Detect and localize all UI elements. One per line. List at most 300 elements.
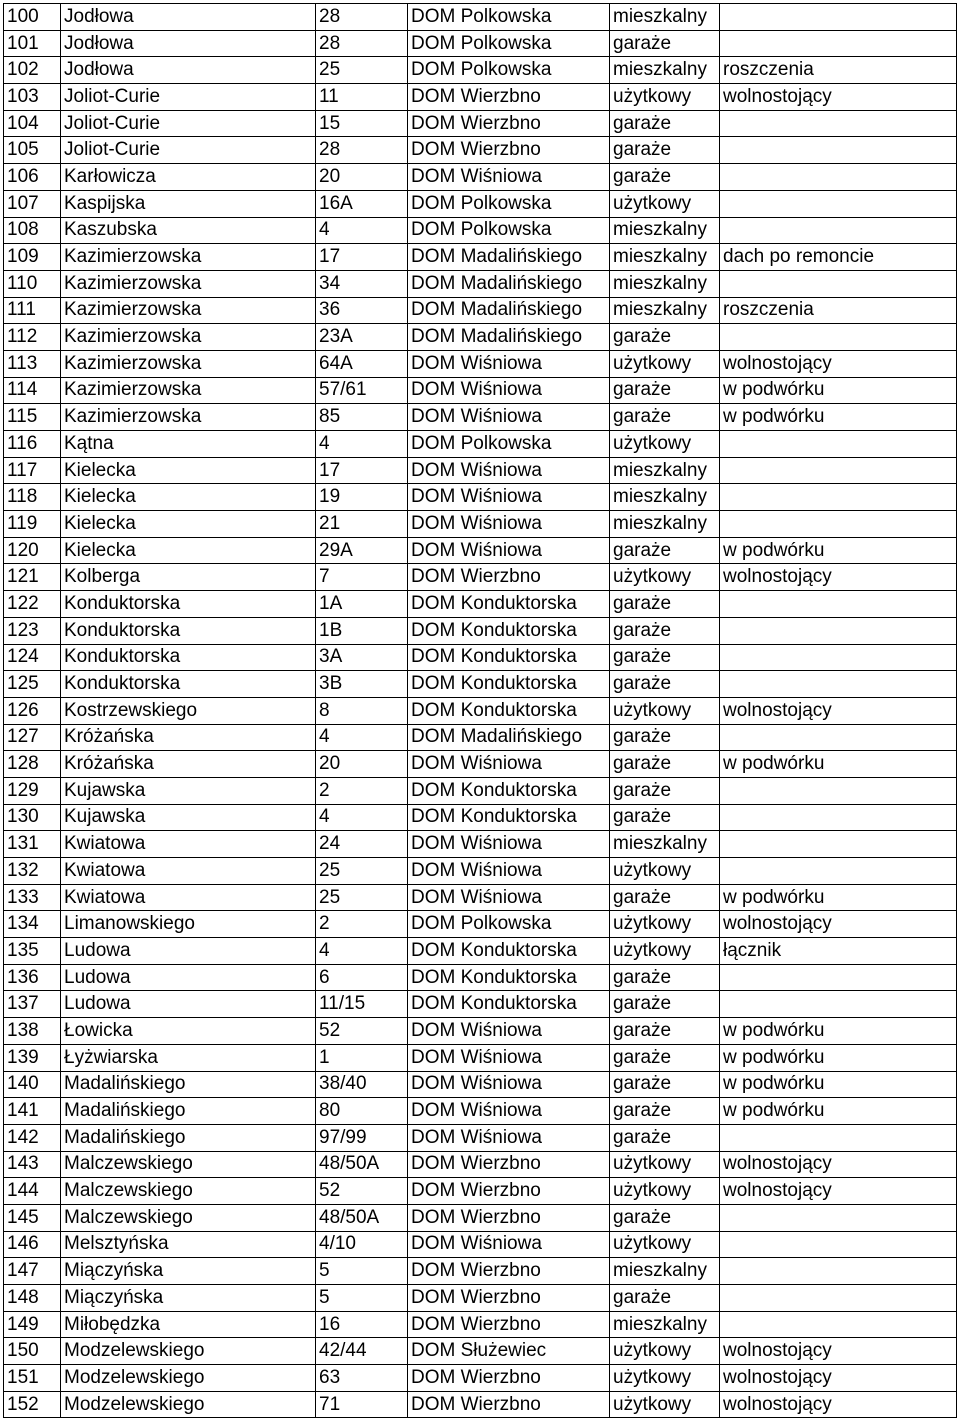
note-cell: w podwórku — [720, 884, 957, 911]
type-cell: garaże — [610, 404, 720, 431]
table-body — [4, 4, 957, 1418]
row-number-cell: 148 — [4, 1285, 61, 1312]
note-cell — [720, 110, 957, 137]
row-number-cell: 124 — [4, 644, 61, 671]
type-cell: użytkowy — [610, 938, 720, 965]
type-cell: mieszkalny — [610, 4, 720, 31]
building-number-cell: 48/50A — [316, 1204, 408, 1231]
street-cell: Kazimierzowska — [61, 270, 316, 297]
table-row — [4, 644, 957, 671]
note-cell — [720, 644, 957, 671]
district-cell: DOM Wiśniowa — [408, 1071, 610, 1098]
note-cell: wolnostojący — [720, 564, 957, 591]
district-cell: DOM Konduktorska — [408, 617, 610, 644]
row-number-cell: 109 — [4, 244, 61, 271]
note-cell — [720, 804, 957, 831]
district-cell: DOM Wierzbno — [408, 84, 610, 111]
building-number-cell: 21 — [316, 511, 408, 538]
row-number-cell: 133 — [4, 884, 61, 911]
district-cell: DOM Wiśniowa — [408, 1044, 610, 1071]
row-number-cell: 150 — [4, 1338, 61, 1365]
table-row — [4, 884, 957, 911]
street-cell: Kazimierzowska — [61, 404, 316, 431]
row-number-cell: 121 — [4, 564, 61, 591]
row-number-cell: 123 — [4, 617, 61, 644]
note-cell — [720, 964, 957, 991]
street-cell: Modzelewskiego — [61, 1365, 316, 1392]
note-cell — [720, 190, 957, 217]
district-cell: DOM Wiśniowa — [408, 511, 610, 538]
note-cell: wolnostojący — [720, 911, 957, 938]
type-cell: garaże — [610, 804, 720, 831]
building-number-cell: 34 — [316, 270, 408, 297]
note-cell: wolnostojący — [720, 84, 957, 111]
row-number-cell: 129 — [4, 777, 61, 804]
type-cell: garaże — [610, 964, 720, 991]
table-row — [4, 671, 957, 698]
district-cell: DOM Wiśniowa — [408, 537, 610, 564]
table-row — [4, 137, 957, 164]
district-cell: DOM Polkowska — [408, 57, 610, 84]
note-cell — [720, 1258, 957, 1285]
note-cell — [720, 777, 957, 804]
note-cell: wolnostojący — [720, 1365, 957, 1392]
row-number-cell: 105 — [4, 137, 61, 164]
building-number-cell: 1 — [316, 1044, 408, 1071]
note-cell: wolnostojący — [720, 1151, 957, 1178]
type-cell: garaże — [610, 110, 720, 137]
type-cell: garaże — [610, 644, 720, 671]
building-number-cell: 4 — [316, 724, 408, 751]
building-number-cell: 4 — [316, 938, 408, 965]
district-cell: DOM Służewiec — [408, 1338, 610, 1365]
street-cell: Łowicka — [61, 1018, 316, 1045]
row-number-cell: 122 — [4, 591, 61, 618]
street-cell: Joliot-Curie — [61, 137, 316, 164]
row-number-cell: 104 — [4, 110, 61, 137]
district-cell: DOM Wierzbno — [408, 1258, 610, 1285]
building-number-cell: 7 — [316, 564, 408, 591]
type-cell: garaże — [610, 1285, 720, 1312]
type-cell: użytkowy — [610, 84, 720, 111]
street-cell: Króżańska — [61, 724, 316, 751]
street-cell: Malczewskiego — [61, 1204, 316, 1231]
row-number-cell: 142 — [4, 1124, 61, 1151]
note-cell: roszczenia — [720, 297, 957, 324]
district-cell: DOM Wiśniowa — [408, 1098, 610, 1125]
note-cell — [720, 270, 957, 297]
building-number-cell: 2 — [316, 777, 408, 804]
table-row — [4, 1124, 957, 1151]
note-cell: wolnostojący — [720, 350, 957, 377]
district-cell: DOM Wierzbno — [408, 1151, 610, 1178]
note-cell — [720, 831, 957, 858]
type-cell: garaże — [610, 617, 720, 644]
row-number-cell: 134 — [4, 911, 61, 938]
street-cell: Melsztyńska — [61, 1231, 316, 1258]
type-cell: użytkowy — [610, 1178, 720, 1205]
note-cell: w podwórku — [720, 377, 957, 404]
row-number-cell: 100 — [4, 4, 61, 31]
district-cell: DOM Madalińskiego — [408, 324, 610, 351]
street-cell: Ludowa — [61, 938, 316, 965]
type-cell: mieszkalny — [610, 1311, 720, 1338]
building-number-cell: 57/61 — [316, 377, 408, 404]
table-row — [4, 537, 957, 564]
row-number-cell: 126 — [4, 697, 61, 724]
street-cell: Kujawska — [61, 777, 316, 804]
table-row — [4, 511, 957, 538]
note-cell — [720, 1124, 957, 1151]
street-cell: Kazimierzowska — [61, 244, 316, 271]
row-number-cell: 114 — [4, 377, 61, 404]
building-number-cell: 80 — [316, 1098, 408, 1125]
table-row — [4, 350, 957, 377]
row-number-cell: 137 — [4, 991, 61, 1018]
building-number-cell: 48/50A — [316, 1151, 408, 1178]
district-cell: DOM Madalińskiego — [408, 724, 610, 751]
district-cell: DOM Wierzbno — [408, 1391, 610, 1418]
note-cell: dach po remoncie — [720, 244, 957, 271]
note-cell — [720, 617, 957, 644]
district-cell: DOM Polkowska — [408, 911, 610, 938]
table-row — [4, 1204, 957, 1231]
row-number-cell: 141 — [4, 1098, 61, 1125]
building-number-cell: 28 — [316, 30, 408, 57]
note-cell: wolnostojący — [720, 1338, 957, 1365]
building-number-cell: 1B — [316, 617, 408, 644]
district-cell: DOM Wierzbno — [408, 110, 610, 137]
street-cell: Kwiatowa — [61, 858, 316, 885]
building-number-cell: 20 — [316, 751, 408, 778]
table-row — [4, 858, 957, 885]
table-row — [4, 377, 957, 404]
building-number-cell: 52 — [316, 1178, 408, 1205]
building-number-cell: 17 — [316, 457, 408, 484]
street-cell: Kielecka — [61, 511, 316, 538]
table-row — [4, 190, 957, 217]
table-row — [4, 1018, 957, 1045]
note-cell — [720, 591, 957, 618]
street-cell: Łyżwiarska — [61, 1044, 316, 1071]
note-cell — [720, 671, 957, 698]
type-cell: mieszkalny — [610, 244, 720, 271]
note-cell — [720, 511, 957, 538]
type-cell: garaże — [610, 777, 720, 804]
building-number-cell: 2 — [316, 911, 408, 938]
street-cell: Ludowa — [61, 991, 316, 1018]
district-cell: DOM Wiśniowa — [408, 858, 610, 885]
building-number-cell: 11 — [316, 84, 408, 111]
district-cell: DOM Wierzbno — [408, 1204, 610, 1231]
street-cell: Konduktorska — [61, 591, 316, 618]
note-cell: wolnostojący — [720, 1391, 957, 1418]
row-number-cell: 115 — [4, 404, 61, 431]
row-number-cell: 139 — [4, 1044, 61, 1071]
street-cell: Kostrzewskiego — [61, 697, 316, 724]
row-number-cell: 135 — [4, 938, 61, 965]
row-number-cell: 140 — [4, 1071, 61, 1098]
row-number-cell: 152 — [4, 1391, 61, 1418]
district-cell: DOM Wiśniowa — [408, 404, 610, 431]
street-cell: Jodłowa — [61, 4, 316, 31]
street-cell: Malczewskiego — [61, 1178, 316, 1205]
table-row — [4, 964, 957, 991]
district-cell: DOM Wiśniowa — [408, 1231, 610, 1258]
street-cell: Malczewskiego — [61, 1151, 316, 1178]
row-number-cell: 136 — [4, 964, 61, 991]
table-row — [4, 297, 957, 324]
note-cell — [720, 1204, 957, 1231]
building-number-cell: 25 — [316, 57, 408, 84]
district-cell: DOM Konduktorska — [408, 644, 610, 671]
street-cell: Kielecka — [61, 457, 316, 484]
building-number-cell: 16A — [316, 190, 408, 217]
street-cell: Kwiatowa — [61, 831, 316, 858]
district-cell: DOM Polkowska — [408, 190, 610, 217]
table-row — [4, 564, 957, 591]
district-cell: DOM Wiśniowa — [408, 164, 610, 191]
table-row — [4, 457, 957, 484]
table-row — [4, 30, 957, 57]
note-cell — [720, 457, 957, 484]
street-cell: Miączyńska — [61, 1258, 316, 1285]
type-cell: garaże — [610, 591, 720, 618]
type-cell: mieszkalny — [610, 297, 720, 324]
district-cell: DOM Madalińskiego — [408, 244, 610, 271]
street-cell: Madalińskiego — [61, 1071, 316, 1098]
district-cell: DOM Wierzbno — [408, 1285, 610, 1312]
note-cell — [720, 4, 957, 31]
row-number-cell: 110 — [4, 270, 61, 297]
row-number-cell: 151 — [4, 1365, 61, 1392]
building-number-cell: 42/44 — [316, 1338, 408, 1365]
table-row — [4, 1178, 957, 1205]
table-row — [4, 484, 957, 511]
street-cell: Kielecka — [61, 537, 316, 564]
table-row — [4, 751, 957, 778]
table-row — [4, 911, 957, 938]
table-row — [4, 324, 957, 351]
building-number-cell: 97/99 — [316, 1124, 408, 1151]
table-row — [4, 431, 957, 458]
street-cell: Kolberga — [61, 564, 316, 591]
building-number-cell: 28 — [316, 4, 408, 31]
building-number-cell: 63 — [316, 1365, 408, 1392]
note-cell: roszczenia — [720, 57, 957, 84]
street-cell: Jodłowa — [61, 30, 316, 57]
table-row — [4, 4, 957, 31]
district-cell: DOM Konduktorska — [408, 777, 610, 804]
type-cell: użytkowy — [610, 350, 720, 377]
type-cell: użytkowy — [610, 858, 720, 885]
note-cell — [720, 991, 957, 1018]
type-cell: mieszkalny — [610, 57, 720, 84]
property-table — [3, 3, 957, 1418]
street-cell: Madalińskiego — [61, 1098, 316, 1125]
type-cell: użytkowy — [610, 431, 720, 458]
type-cell: garaże — [610, 991, 720, 1018]
district-cell: DOM Konduktorska — [408, 804, 610, 831]
row-number-cell: 146 — [4, 1231, 61, 1258]
building-number-cell: 25 — [316, 858, 408, 885]
district-cell: DOM Wierzbno — [408, 137, 610, 164]
building-number-cell: 52 — [316, 1018, 408, 1045]
note-cell: w podwórku — [720, 1044, 957, 1071]
row-number-cell: 127 — [4, 724, 61, 751]
note-cell — [720, 164, 957, 191]
district-cell: DOM Konduktorska — [408, 964, 610, 991]
note-cell: w podwórku — [720, 1098, 957, 1125]
type-cell: mieszkalny — [610, 457, 720, 484]
row-number-cell: 116 — [4, 431, 61, 458]
district-cell: DOM Konduktorska — [408, 938, 610, 965]
district-cell: DOM Konduktorska — [408, 671, 610, 698]
type-cell: garaże — [610, 137, 720, 164]
building-number-cell: 36 — [316, 297, 408, 324]
table-row — [4, 1071, 957, 1098]
street-cell: Kazimierzowska — [61, 297, 316, 324]
building-number-cell: 3B — [316, 671, 408, 698]
district-cell: DOM Polkowska — [408, 30, 610, 57]
row-number-cell: 120 — [4, 537, 61, 564]
note-cell — [720, 724, 957, 751]
district-cell: DOM Konduktorska — [408, 591, 610, 618]
district-cell: DOM Polkowska — [408, 431, 610, 458]
district-cell: DOM Madalińskiego — [408, 297, 610, 324]
type-cell: garaże — [610, 1044, 720, 1071]
district-cell: DOM Polkowska — [408, 217, 610, 244]
row-number-cell: 112 — [4, 324, 61, 351]
table-row — [4, 1311, 957, 1338]
type-cell: garaże — [610, 324, 720, 351]
building-number-cell: 64A — [316, 350, 408, 377]
street-cell: Kwiatowa — [61, 884, 316, 911]
note-cell — [720, 484, 957, 511]
building-number-cell: 5 — [316, 1258, 408, 1285]
table-row — [4, 57, 957, 84]
row-number-cell: 106 — [4, 164, 61, 191]
type-cell: garaże — [610, 1018, 720, 1045]
type-cell: mieszkalny — [610, 484, 720, 511]
building-number-cell: 11/15 — [316, 991, 408, 1018]
building-number-cell: 19 — [316, 484, 408, 511]
row-number-cell: 125 — [4, 671, 61, 698]
building-number-cell: 6 — [316, 964, 408, 991]
street-cell: Modzelewskiego — [61, 1391, 316, 1418]
type-cell: garaże — [610, 1124, 720, 1151]
row-number-cell: 132 — [4, 858, 61, 885]
table-row — [4, 831, 957, 858]
building-number-cell: 29A — [316, 537, 408, 564]
type-cell: garaże — [610, 164, 720, 191]
row-number-cell: 103 — [4, 84, 61, 111]
table-row — [4, 804, 957, 831]
type-cell: użytkowy — [610, 190, 720, 217]
street-cell: Miłobędzka — [61, 1311, 316, 1338]
row-number-cell: 111 — [4, 297, 61, 324]
building-number-cell: 1A — [316, 591, 408, 618]
street-cell: Karłowicza — [61, 164, 316, 191]
type-cell: garaże — [610, 30, 720, 57]
district-cell: DOM Polkowska — [408, 4, 610, 31]
table-row — [4, 1044, 957, 1071]
street-cell: Króżańska — [61, 751, 316, 778]
type-cell: użytkowy — [610, 1231, 720, 1258]
table-row — [4, 777, 957, 804]
table-row — [4, 217, 957, 244]
note-cell — [720, 1311, 957, 1338]
street-cell: Joliot-Curie — [61, 110, 316, 137]
building-number-cell: 5 — [316, 1285, 408, 1312]
note-cell — [720, 1231, 957, 1258]
street-cell: Joliot-Curie — [61, 84, 316, 111]
note-cell — [720, 217, 957, 244]
table-row — [4, 1151, 957, 1178]
building-number-cell: 23A — [316, 324, 408, 351]
building-number-cell: 15 — [316, 110, 408, 137]
building-number-cell: 20 — [316, 164, 408, 191]
note-cell — [720, 137, 957, 164]
type-cell: garaże — [610, 671, 720, 698]
district-cell: DOM Madalińskiego — [408, 270, 610, 297]
note-cell — [720, 1285, 957, 1312]
type-cell: użytkowy — [610, 911, 720, 938]
note-cell: wolnostojący — [720, 697, 957, 724]
row-number-cell: 147 — [4, 1258, 61, 1285]
street-cell: Modzelewskiego — [61, 1338, 316, 1365]
note-cell: w podwórku — [720, 1071, 957, 1098]
type-cell: użytkowy — [610, 1365, 720, 1392]
table-row — [4, 84, 957, 111]
type-cell: garaże — [610, 1098, 720, 1125]
table-row — [4, 1285, 957, 1312]
building-number-cell: 8 — [316, 697, 408, 724]
row-number-cell: 131 — [4, 831, 61, 858]
row-number-cell: 118 — [4, 484, 61, 511]
note-cell — [720, 858, 957, 885]
row-number-cell: 107 — [4, 190, 61, 217]
district-cell: DOM Wiśniowa — [408, 884, 610, 911]
note-cell: w podwórku — [720, 751, 957, 778]
street-cell: Jodłowa — [61, 57, 316, 84]
table-row — [4, 244, 957, 271]
row-number-cell: 113 — [4, 350, 61, 377]
type-cell: mieszkalny — [610, 831, 720, 858]
table-row — [4, 1231, 957, 1258]
table-row — [4, 164, 957, 191]
table-row — [4, 270, 957, 297]
district-cell: DOM Wierzbno — [408, 1311, 610, 1338]
row-number-cell: 149 — [4, 1311, 61, 1338]
type-cell: użytkowy — [610, 1338, 720, 1365]
note-cell — [720, 324, 957, 351]
type-cell: użytkowy — [610, 1391, 720, 1418]
type-cell: garaże — [610, 537, 720, 564]
row-number-cell: 117 — [4, 457, 61, 484]
building-number-cell: 4 — [316, 804, 408, 831]
note-cell — [720, 431, 957, 458]
table-row — [4, 724, 957, 751]
table-row — [4, 617, 957, 644]
row-number-cell: 102 — [4, 57, 61, 84]
district-cell: DOM Wierzbno — [408, 564, 610, 591]
street-cell: Kątna — [61, 431, 316, 458]
table-row — [4, 991, 957, 1018]
street-cell: Kazimierzowska — [61, 324, 316, 351]
district-cell: DOM Wiśniowa — [408, 377, 610, 404]
building-number-cell: 16 — [316, 1311, 408, 1338]
